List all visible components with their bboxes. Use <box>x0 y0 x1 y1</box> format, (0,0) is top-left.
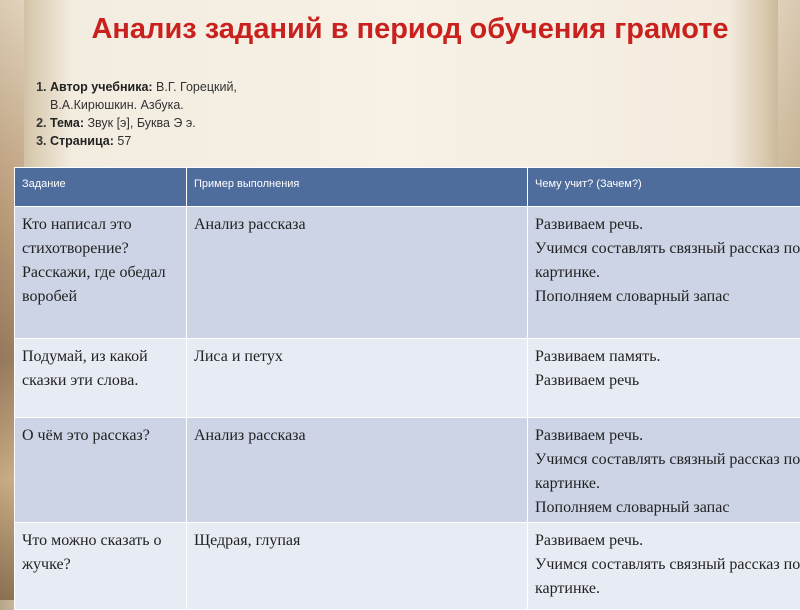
cell-purpose <box>528 339 800 418</box>
cell-task: Подумай, из какой сказки эти слова. <box>15 339 187 418</box>
purpose-line: Развиваем речь. <box>535 213 800 237</box>
cell-task: Что можно сказать о жучке? <box>15 523 187 610</box>
cell-purpose <box>528 418 800 523</box>
table-row <box>15 418 800 523</box>
purpose-line: Пополняем словарный запас <box>535 285 800 309</box>
table-header-row <box>15 168 800 207</box>
cell-example: Анализ рассказа <box>187 207 528 339</box>
cell-purpose <box>528 523 800 610</box>
table-row <box>15 339 800 418</box>
purpose-line: Учимся составлять связный рассказ по картинке. <box>535 448 800 496</box>
table-row <box>15 207 800 339</box>
info-author <box>50 78 310 114</box>
purpose-line: Учимся составлять связный рассказ по картинке. <box>535 553 800 601</box>
cell-example: Щедрая, глупая <box>187 523 528 610</box>
purpose-line: Пополняем словарный запас <box>535 496 800 520</box>
cell-example: Лиса и петух <box>187 339 528 418</box>
header-task: Задание <box>15 168 187 207</box>
purpose-line: Учимся составлять связный рассказ по картинке. <box>535 237 800 285</box>
purpose-line: Развиваем речь. <box>535 424 800 448</box>
info-topic-value: Звук [э], Буква Э э. <box>84 116 196 130</box>
purpose-line: Развиваем речь. <box>535 529 800 553</box>
purpose-line: Развиваем речь <box>535 369 800 393</box>
purpose-line: Развиваем память. <box>535 345 800 369</box>
cell-purpose <box>528 207 800 339</box>
cell-task: О чём это рассказ? <box>15 418 187 523</box>
header-purpose: Чему учит? (Зачем?) <box>528 168 800 207</box>
cell-example: Анализ рассказа <box>187 418 528 523</box>
tasks-table <box>14 167 800 610</box>
table-row <box>15 523 800 610</box>
lesson-info-list <box>10 78 310 150</box>
info-page <box>50 132 310 150</box>
info-author-value: В.Г. Горецкий, В.А.Кирюшкин. Азбука. <box>50 80 237 112</box>
slide-title: Анализ заданий в период обучения грамоте <box>60 10 760 48</box>
cell-task: Кто написал это стихотворение? Расскажи, где обедал воробей <box>15 207 187 339</box>
info-author-label: Автор учебника: <box>50 80 153 94</box>
info-page-value: 57 <box>114 134 131 148</box>
header-example: Пример выполнения <box>187 168 528 207</box>
info-topic <box>50 114 310 132</box>
info-topic-label: Тема: <box>50 116 84 130</box>
info-page-label: Страница: <box>50 134 114 148</box>
